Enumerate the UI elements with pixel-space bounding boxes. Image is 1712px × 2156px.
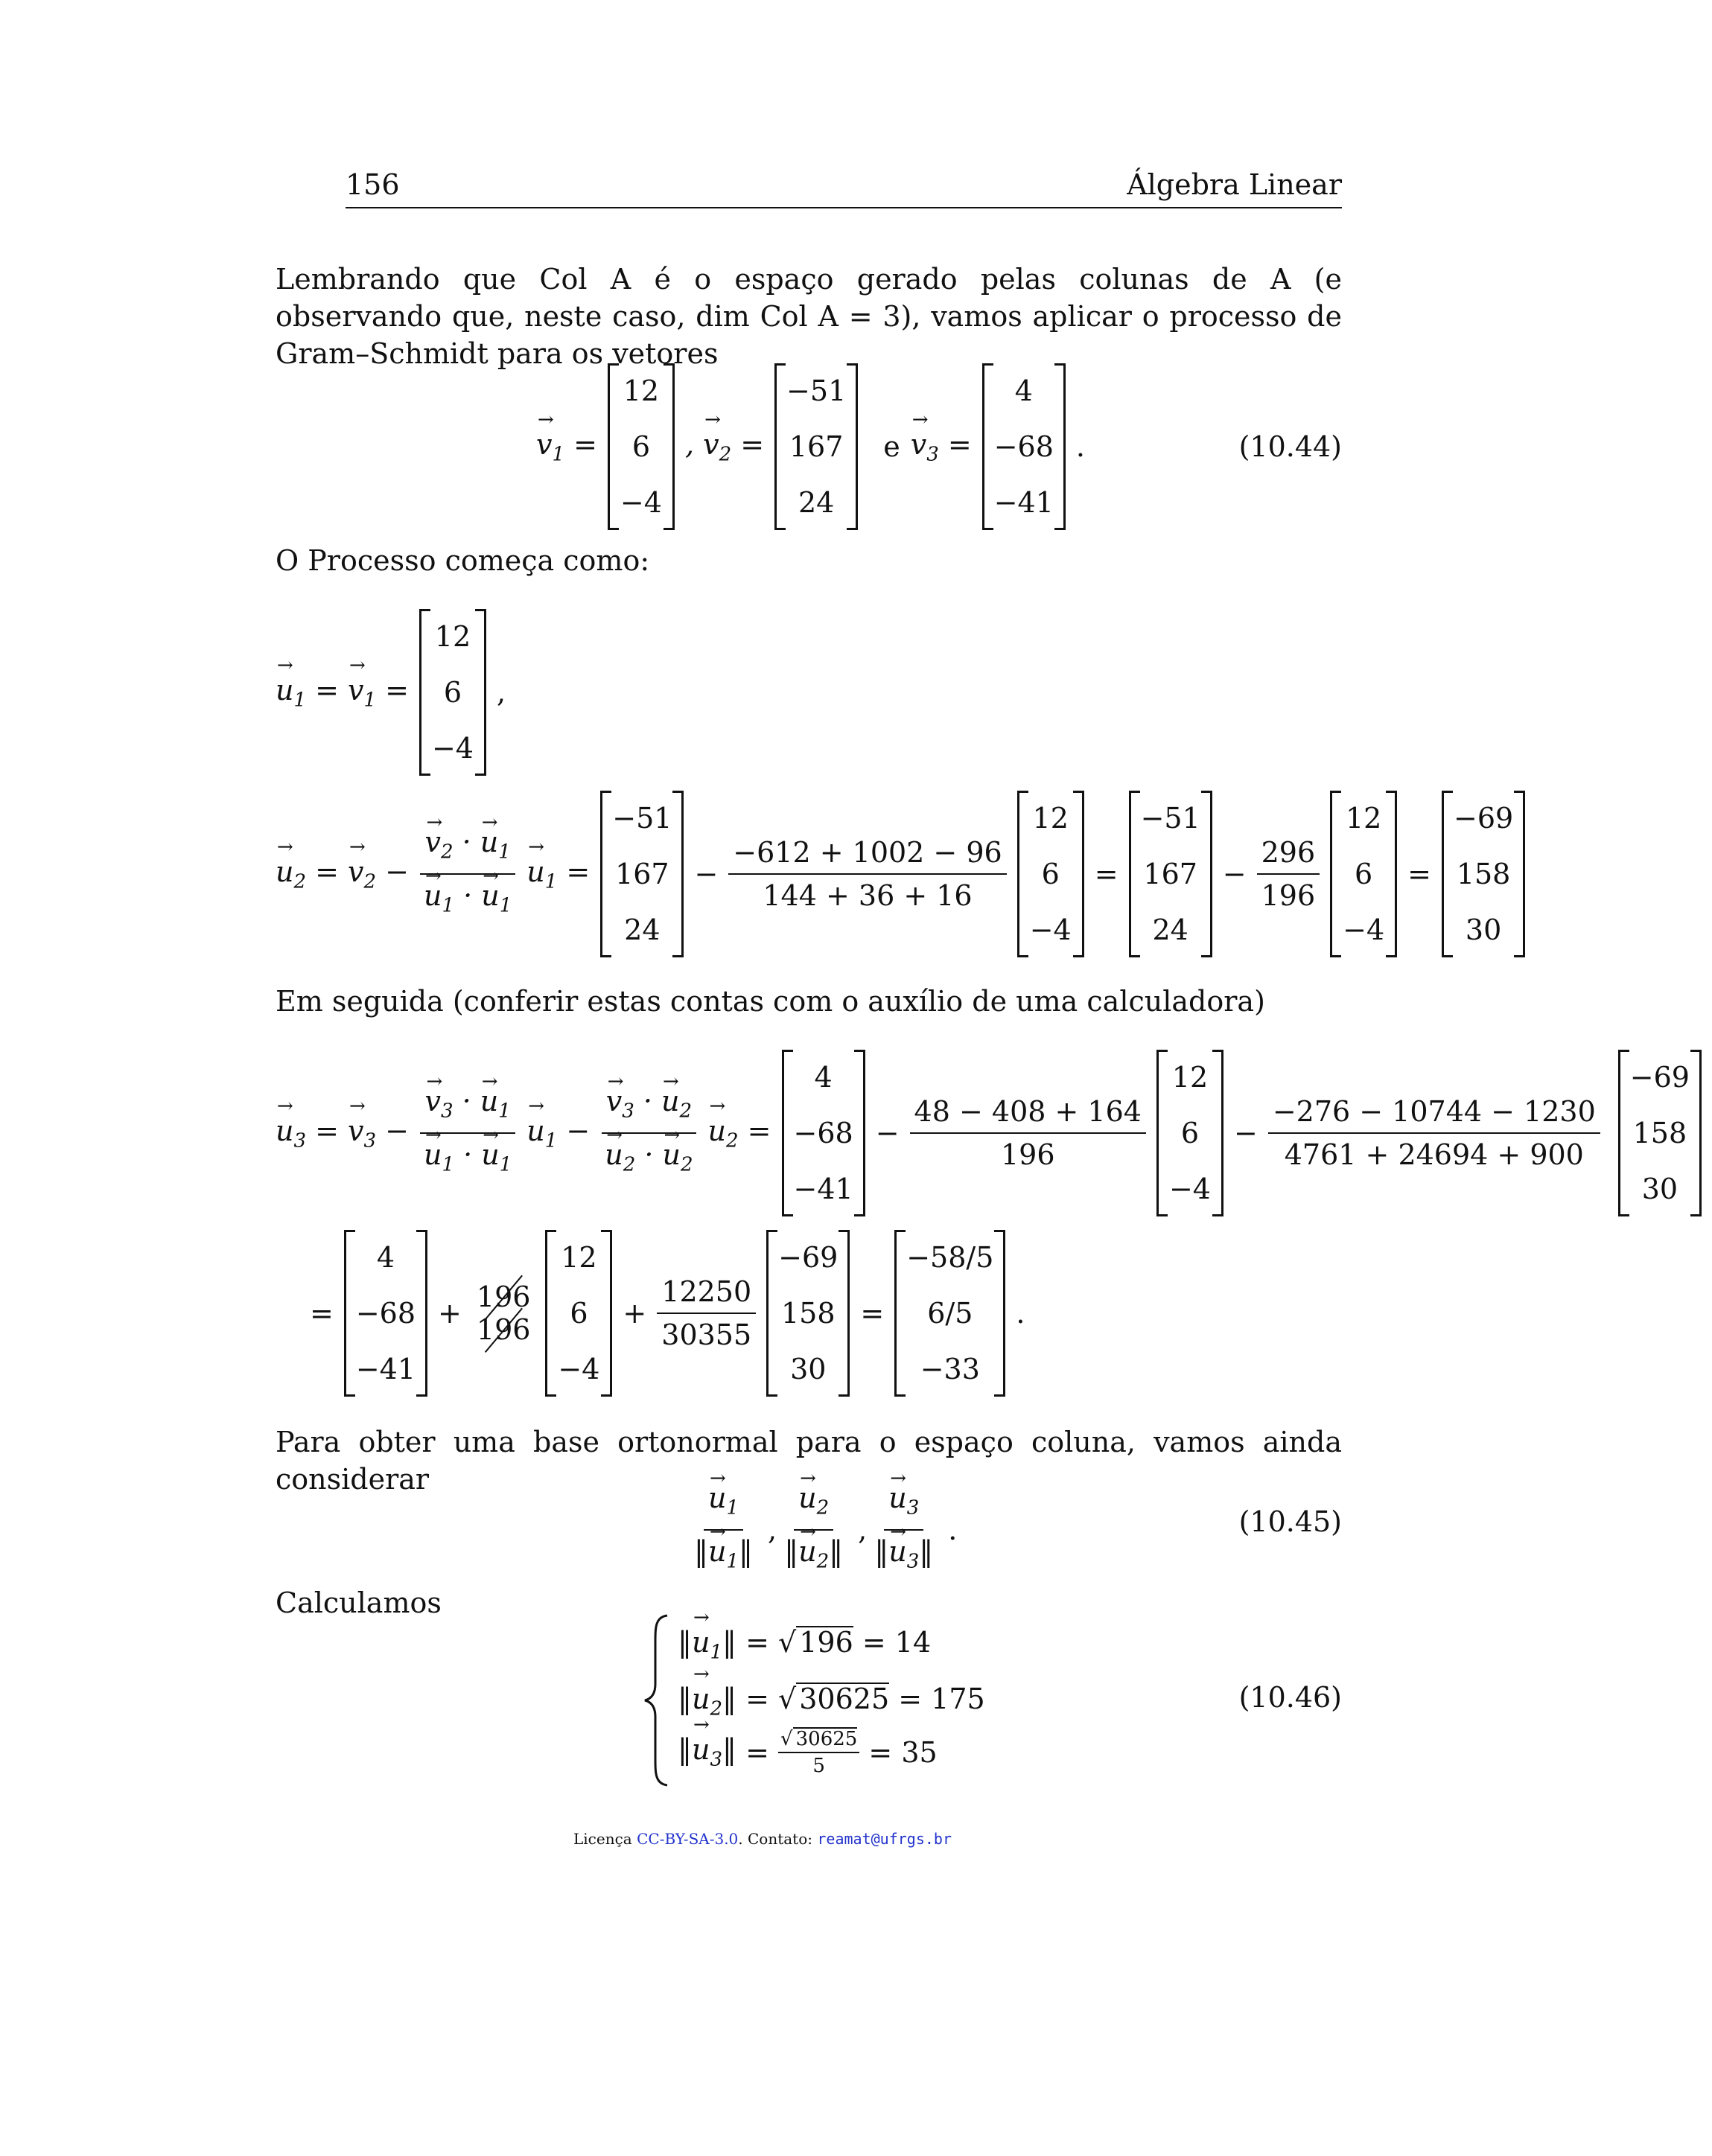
minus: − [875,1117,900,1149]
process-start-text: O Processo começa como: [276,544,650,577]
equals: = [860,1297,885,1330]
matrix-entry: 24 [798,485,835,519]
conjunction-e: e [883,430,900,463]
matrix-entry: 12 [561,1241,597,1275]
matrix-entry: −68 [793,1116,853,1149]
normalized-u2: → $\frac{u_2}{‖\to u_2‖}$ [780,1482,847,1578]
minus: − [1233,1117,1258,1149]
matrix-entry: 6 [570,1296,588,1330]
matrix-entry: −4 [620,485,662,519]
matrix-entry: −51 [612,802,672,835]
v1-matrix [608,363,675,530]
matrix-entry: 4 [376,1241,395,1275]
simplified-fraction: $\frac{296}{196}$ [1257,836,1320,912]
matrix-entry: −68 [355,1296,416,1330]
u3-result-matrix [894,1230,1005,1397]
u2-label: → $u_2$ = → $v_2$ − [276,855,409,893]
header-rule [346,207,1342,208]
projection-fraction-2: → $v_3$ · → $u_2$ → $u_2$ · → $u_2$ [600,1085,697,1181]
norm-u2-value: 175 [931,1683,985,1715]
plus: + [438,1297,462,1330]
u1-symbol: → $u_1$ = [526,855,590,893]
period: . [948,1513,958,1546]
matrix-entry: 30 [1641,1172,1678,1205]
period: . [1016,1297,1025,1330]
comma: , [858,1513,868,1546]
matrix-entry: −69 [1629,1061,1690,1094]
minus: − [694,858,719,890]
norm-u2-line: ‖→ $u_2‖$ = √ 30625 = 175 [678,1683,985,1720]
footer: Licença CC-BY-SA-3.0. Contato: reamat@ufrgs.br [573,1830,952,1848]
email-link[interactable]: reamat@ufrgs.br [817,1830,952,1848]
u2-result-matrix [1442,791,1525,957]
matrix-entry: −51 [1140,802,1200,835]
matrix-entry: −51 [786,374,847,408]
matrix-entry: 24 [624,913,661,946]
matrix-entry: −33 [920,1352,980,1385]
matrix-entry: 12 [434,620,471,654]
plus: + [623,1297,647,1330]
v2-matrix [774,363,858,530]
v3-matrix [982,363,1066,530]
matrix-entry: 30 [790,1352,827,1385]
matrix-entry: −69 [778,1241,839,1275]
u2-matrix-clipped [1618,1050,1702,1216]
comma: , [496,676,506,709]
matrix-entry: 4 [1014,374,1033,408]
matrix-entry: 6 [631,430,651,463]
norm-u1-value: 14 [894,1626,932,1659]
equals: = [1094,858,1118,890]
matrix-entry: 167 [615,857,669,890]
equation-number: (10.46) [1238,1681,1342,1714]
comma: , [768,1513,777,1546]
equals: = [1407,858,1431,890]
matrix-entry: −4 [431,731,474,765]
matrix-entry: 158 [1632,1116,1687,1149]
matrix-entry: 167 [789,430,844,463]
matrix-entry: −41 [793,1172,853,1205]
matrix-entry: 158 [1456,857,1511,890]
coefficient-fraction-2: $\frac{-276 - 10744 - 1230}{4761 + 24694 + 900}$ [1268,1095,1600,1171]
normalized-u3: → $\frac{u_3}{‖\to u_3‖}$ [870,1482,938,1578]
matrix-entry: 158 [780,1296,836,1330]
minus: − [1222,858,1247,890]
matrix-entry: −69 [1453,802,1514,835]
matrix-entry: 12 [623,374,660,408]
u3-label: → $u_3$ = → $v_3$ − [276,1114,409,1152]
u1-equation [276,609,516,776]
normalized-vectors-equation [690,1482,967,1578]
matrix-entry: −4 [1343,913,1385,946]
u2-symbol: → $u_2$ = [708,1114,771,1152]
v-vectors-equation [536,363,1095,530]
norm-u1-line: ‖→ $u_1‖$ = √ 196 = 14 [678,1626,931,1664]
norm-u3-line: ‖→ $u_3‖$ = $\frac{√ 30625}{5}$ = 35 [678,1727,938,1777]
matrix-entry: 6 [1180,1116,1200,1149]
v2-label: , → $v_2$ = [685,428,764,466]
license-link[interactable]: CC-BY-SA-3.0 [637,1830,739,1848]
matrix-entry: −4 [558,1352,600,1385]
v3-label: → $v_3$ = [911,428,972,466]
matrix-entry: −58/5 [906,1241,994,1275]
equals: = [310,1297,334,1330]
equation-number: (10.45) [1238,1505,1342,1538]
u1-matrix-repeat-3 [1156,1050,1223,1216]
matrix-entry: 167 [1143,857,1197,890]
coefficient-fraction-1: $\frac{48 - 408 + 164}{196}$ [910,1095,1146,1171]
projection-fraction: → $v_2$ · → $u_1$ → $u_1$ · → $u_1$ [419,826,516,922]
period: . [1075,430,1085,463]
left-brace-icon [642,1613,672,1788]
matrix-entry: 24 [1152,913,1188,946]
sqrt-30625: 30625 [796,1683,889,1714]
v2-matrix-repeat [600,791,684,957]
contact-label: Contato: [748,1830,813,1848]
u1-matrix [419,609,486,776]
matrix-entry: −4 [1168,1172,1211,1205]
u1-matrix-repeat-2 [1330,791,1397,957]
matrix-entry: 6/5 [927,1296,973,1330]
normalized-u1: → $\frac{u_1}{‖\to u_1‖}$ [690,1482,757,1578]
footer-prefix: Licença [573,1830,632,1848]
page-number: 156 [346,168,400,201]
norm-u3-value: 35 [901,1735,938,1769]
matrix-entry: −4 [1029,913,1072,946]
v1-label: → $v_1$ = [536,428,597,466]
equation-number: (10.44) [1238,430,1342,463]
u3-equation-line1 [276,1050,1712,1216]
sqrt-196: 196 [796,1626,853,1657]
calc-text: Calculamos [276,1586,442,1619]
next-step-text: Em seguida (conferir estas contas com o auxílio de uma calculadora) [276,985,1265,1018]
u2-equation [276,791,1536,957]
matrix-entry: 6 [1041,857,1060,890]
u2-matrix-repeat [766,1230,850,1397]
running-title: Álgebra Linear [1127,168,1342,201]
coefficient-fraction-3: $\frac{12250}{30355}$ [657,1275,756,1351]
matrix-entry: 4 [814,1061,833,1094]
u3-equation-line2 [310,1230,1035,1397]
v2-matrix-repeat-2 [1129,791,1212,957]
matrix-entry: −41 [355,1352,416,1385]
matrix-entry: 6 [443,675,462,709]
matrix-entry: 30 [1465,913,1502,946]
u1-matrix-repeat [1017,791,1084,957]
orthonormal-text: Para obter uma base ortonormal para o espaço coluna, vamos ainda considerar [276,1426,1342,1496]
matrix-entry: 12 [1345,802,1382,835]
v3-matrix-repeat-2 [344,1230,427,1397]
projection-fraction-1: → $v_3$ · → $u_1$ → $u_1$ · → $u_1$ [419,1085,516,1181]
v3-matrix-repeat [782,1050,865,1216]
matrix-entry: −68 [993,430,1054,463]
intro-paragraph: Lembrando que Col A é o espaço gerado pelas colunas de A (e observando que, neste caso, dim Col A = 3), vamos aplicar o processo de Gram–Schmidt para os vetores [276,263,1342,370]
u1-symbol: → $u_1$ − [526,1114,590,1152]
coefficient-fraction: $\frac{-612 + 1002 - 96}{144 + 36 + 16}$ [728,836,1006,912]
matrix-entry: −41 [993,485,1054,519]
u1-matrix-repeat-4 [545,1230,612,1397]
matrix-entry: 12 [1171,1061,1209,1094]
norm-u3-fraction: $\frac{√ 30625}{5}$ [778,1727,859,1777]
matrix-entry: 6 [1355,857,1373,890]
cancelled-fraction: 196 196 [476,1280,531,1346]
u1-label: → $u_1$ = → $v_1$ = [276,674,409,712]
matrix-entry: 12 [1032,802,1069,835]
